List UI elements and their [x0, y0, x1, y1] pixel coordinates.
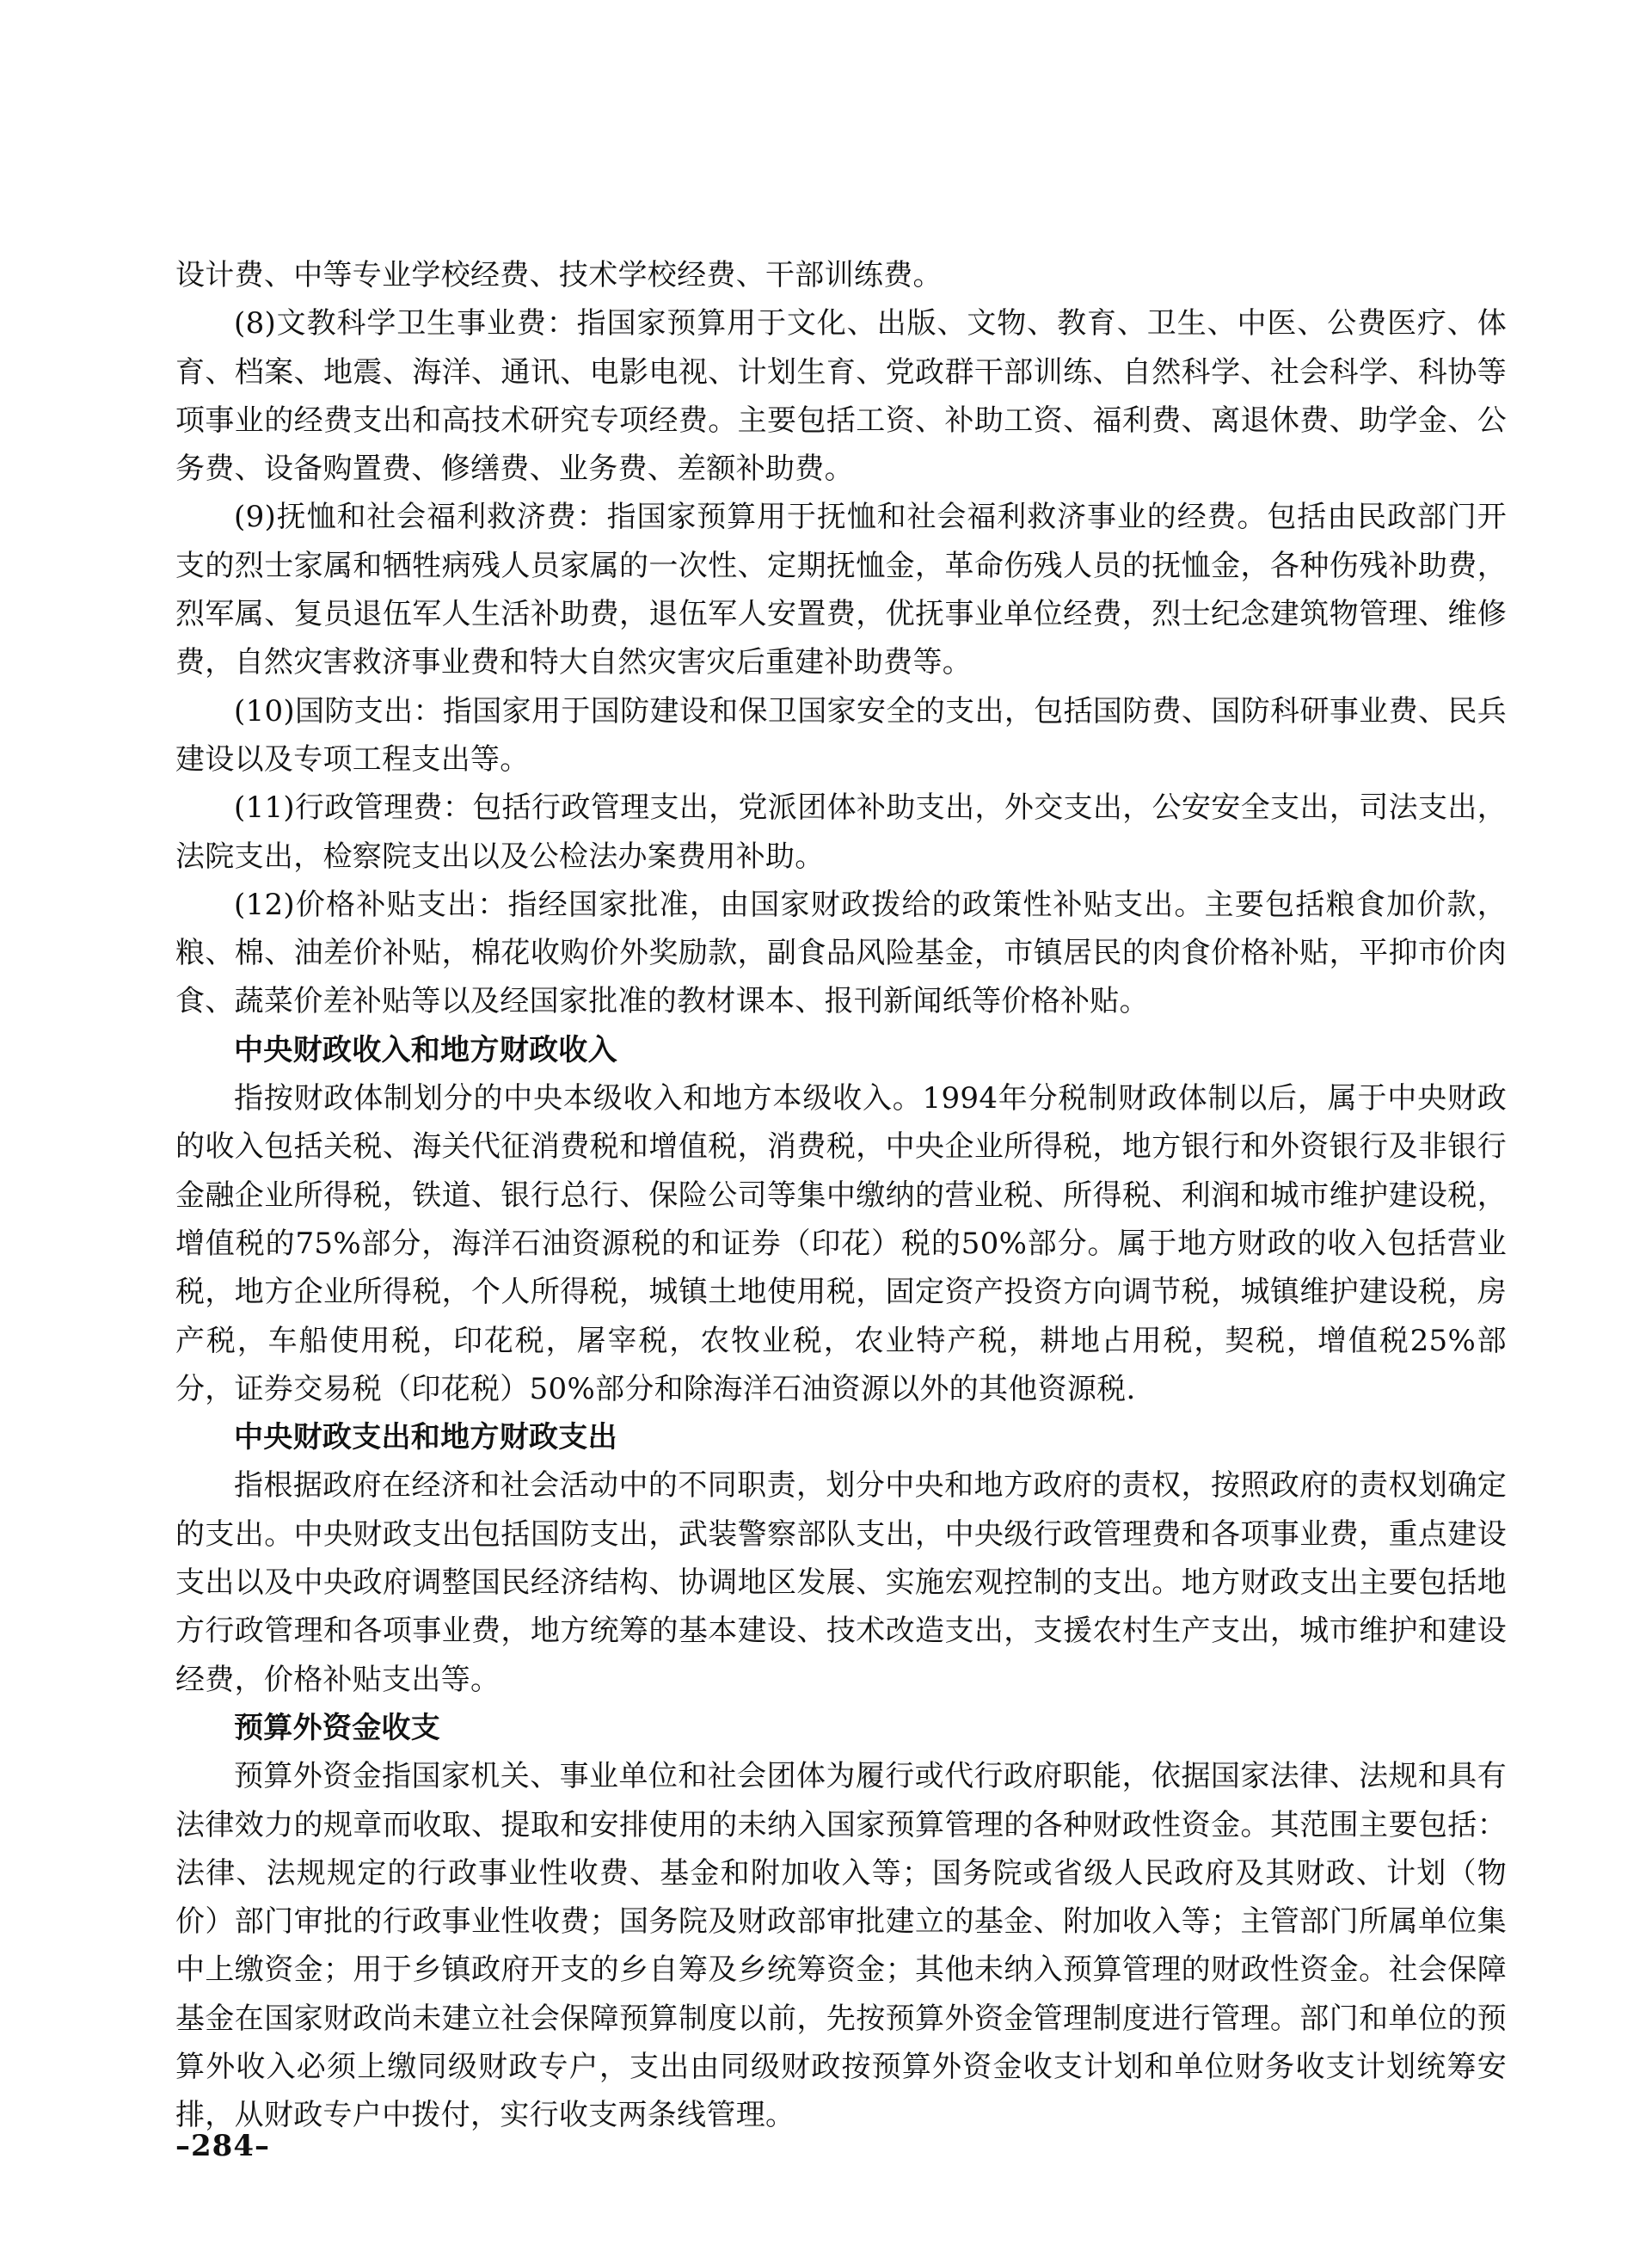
body-text — [175, 251, 1507, 2140]
paragraph-extra-budgetary: 预算外资金指国家机关、事业单位和社会团体为履行或代行政府职能，依据国家法律、法规和具有法律效力的规章而收取、提取和安排使用的未纳入国家预算管理的各种财政性资金。其范围主要包括：法律、法规规定的行政事业性收费、基金和附加收入等；国务院或省级人民政府及其财政、计划（物价）部门审批的行政事业性收费；国务院及财政部审批建立的基金、附加收入等；主管部门所属单位集中上缴资金；用于乡镇政府开支的乡自筹及乡统筹资金；其他未纳入预算管理的财政性资金。社会保障基金在国家财政尚未建立社会保障预算制度以前，先按预算外资金管理制度进行管理。部门和单位的预算外收入必须上缴同级财政专户，支出由同级财政按预算外资金收支计划和单位财务收支计划统筹安排，从财政专户中拨付，实行收支两条线管理。 — [175, 1759, 1507, 2133]
section-heading-central-local-revenue: 中央财政收入和地方财政收入 — [234, 1032, 617, 1067]
paragraph-continuation: 设计费、中等专业学校经费、技术学校经费、干部训练费。 — [175, 258, 943, 292]
paragraph-item-8: (8)文教科学卫生事业费：指国家预算用于文化、出版、文物、教育、卫生、中医、公费医疗、体育、档案、地震、海洋、通讯、电影电视、计划生育、党政群干部训练、自然科学、社会科学、科协等项事业的经费支出和高技术研究专项经费。主要包括工资、补助工资、福利费、离退休费、助学金、公务费、设备购置费、修缮费、业务费、差额补助费。 — [175, 306, 1507, 487]
paragraph-central-local-revenue: 指按财政体制划分的中央本级收入和地方本级收入。1994年分税制财政体制以后，属于中央财政的收入包括关税、海关代征消费税和增值税，消费税，中央企业所得税，地方银行和外资银行及非银行金融企业所得税，铁道、银行总行、保险公司等集中缴纳的营业税、所得税、利润和城市维护建设税，增值税的75%部分，海洋石油资源税的和证券（印花）税的50%部分。属于地方财政的收入包括营业税，地方企业所得税，个人所得税，城镇土地使用税，固定资产投资方向调节税，城镇维护建设税，房产税，车船使用税，印花税，屠宰税，农牧业税，农业特产税，耕地占用税，契税，增值税25%部分，证券交易税（印花税）50%部分和除海洋石油资源以外的其他资源税. — [175, 1081, 1507, 1406]
paragraph-item-11: (11)行政管理费：包括行政管理支出，党派团体补助支出，外交支出，公安安全支出，司法支出，法院支出，检察院支出以及公检法办案费用补助。 — [175, 790, 1507, 874]
section-heading-central-local-expenditure: 中央财政支出和地方财政支出 — [234, 1420, 617, 1455]
paragraph-central-local-expenditure: 指根据政府在经济和社会活动中的不同职责，划分中央和地方政府的责权，按照政府的责权划确定的支出。中央财政支出包括国防支出，武装警察部队支出，中央级行政管理费和各项事业费，重点建设支出以及中央政府调整国民经济结构、协调地区发展、实施宏观控制的支出。地方财政支出主要包括地方行政管理和各项事业费，地方统筹的基本建设、技术改造支出，支援农村生产支出，城市维护和建设经费，价格补贴支出等。 — [175, 1468, 1507, 1697]
page-number: –284– — [175, 2129, 270, 2163]
paragraph-item-12: (12)价格补贴支出：指经国家批准，由国家财政拨给的政策性补贴支出。主要包括粮食加价款，粮、棉、油差价补贴，棉花收购价外奖励款，副食品风险基金，市镇居民的肉食价格补贴，平抑市价肉食、蔬菜价差补贴等以及经国家批准的教材课本、报刊新闻纸等价格补贴。 — [175, 887, 1507, 1019]
paragraph-item-9: (9)抚恤和社会福利救济费：指国家预算用于抚恤和社会福利救济事业的经费。包括由民政部门开支的烈士家属和牺牲病残人员家属的一次性、定期抚恤金，革命伤残人员的抚恤金，各种伤残补助费，烈军属、复员退伍军人生活补助费，退伍军人安置费，优抚事业单位经费，烈士纪念建筑物管理、维修费，自然灾害救济事业费和特大自然灾害灾后重建补助费等。 — [175, 500, 1507, 680]
paragraph-item-10: (10)国防支出：指国家用于国防建设和保卫国家安全的支出，包括国防费、国防科研事业费、民兵建设以及专项工程支出等。 — [175, 693, 1507, 777]
section-heading-extra-budgetary: 预算外资金收支 — [234, 1710, 441, 1745]
